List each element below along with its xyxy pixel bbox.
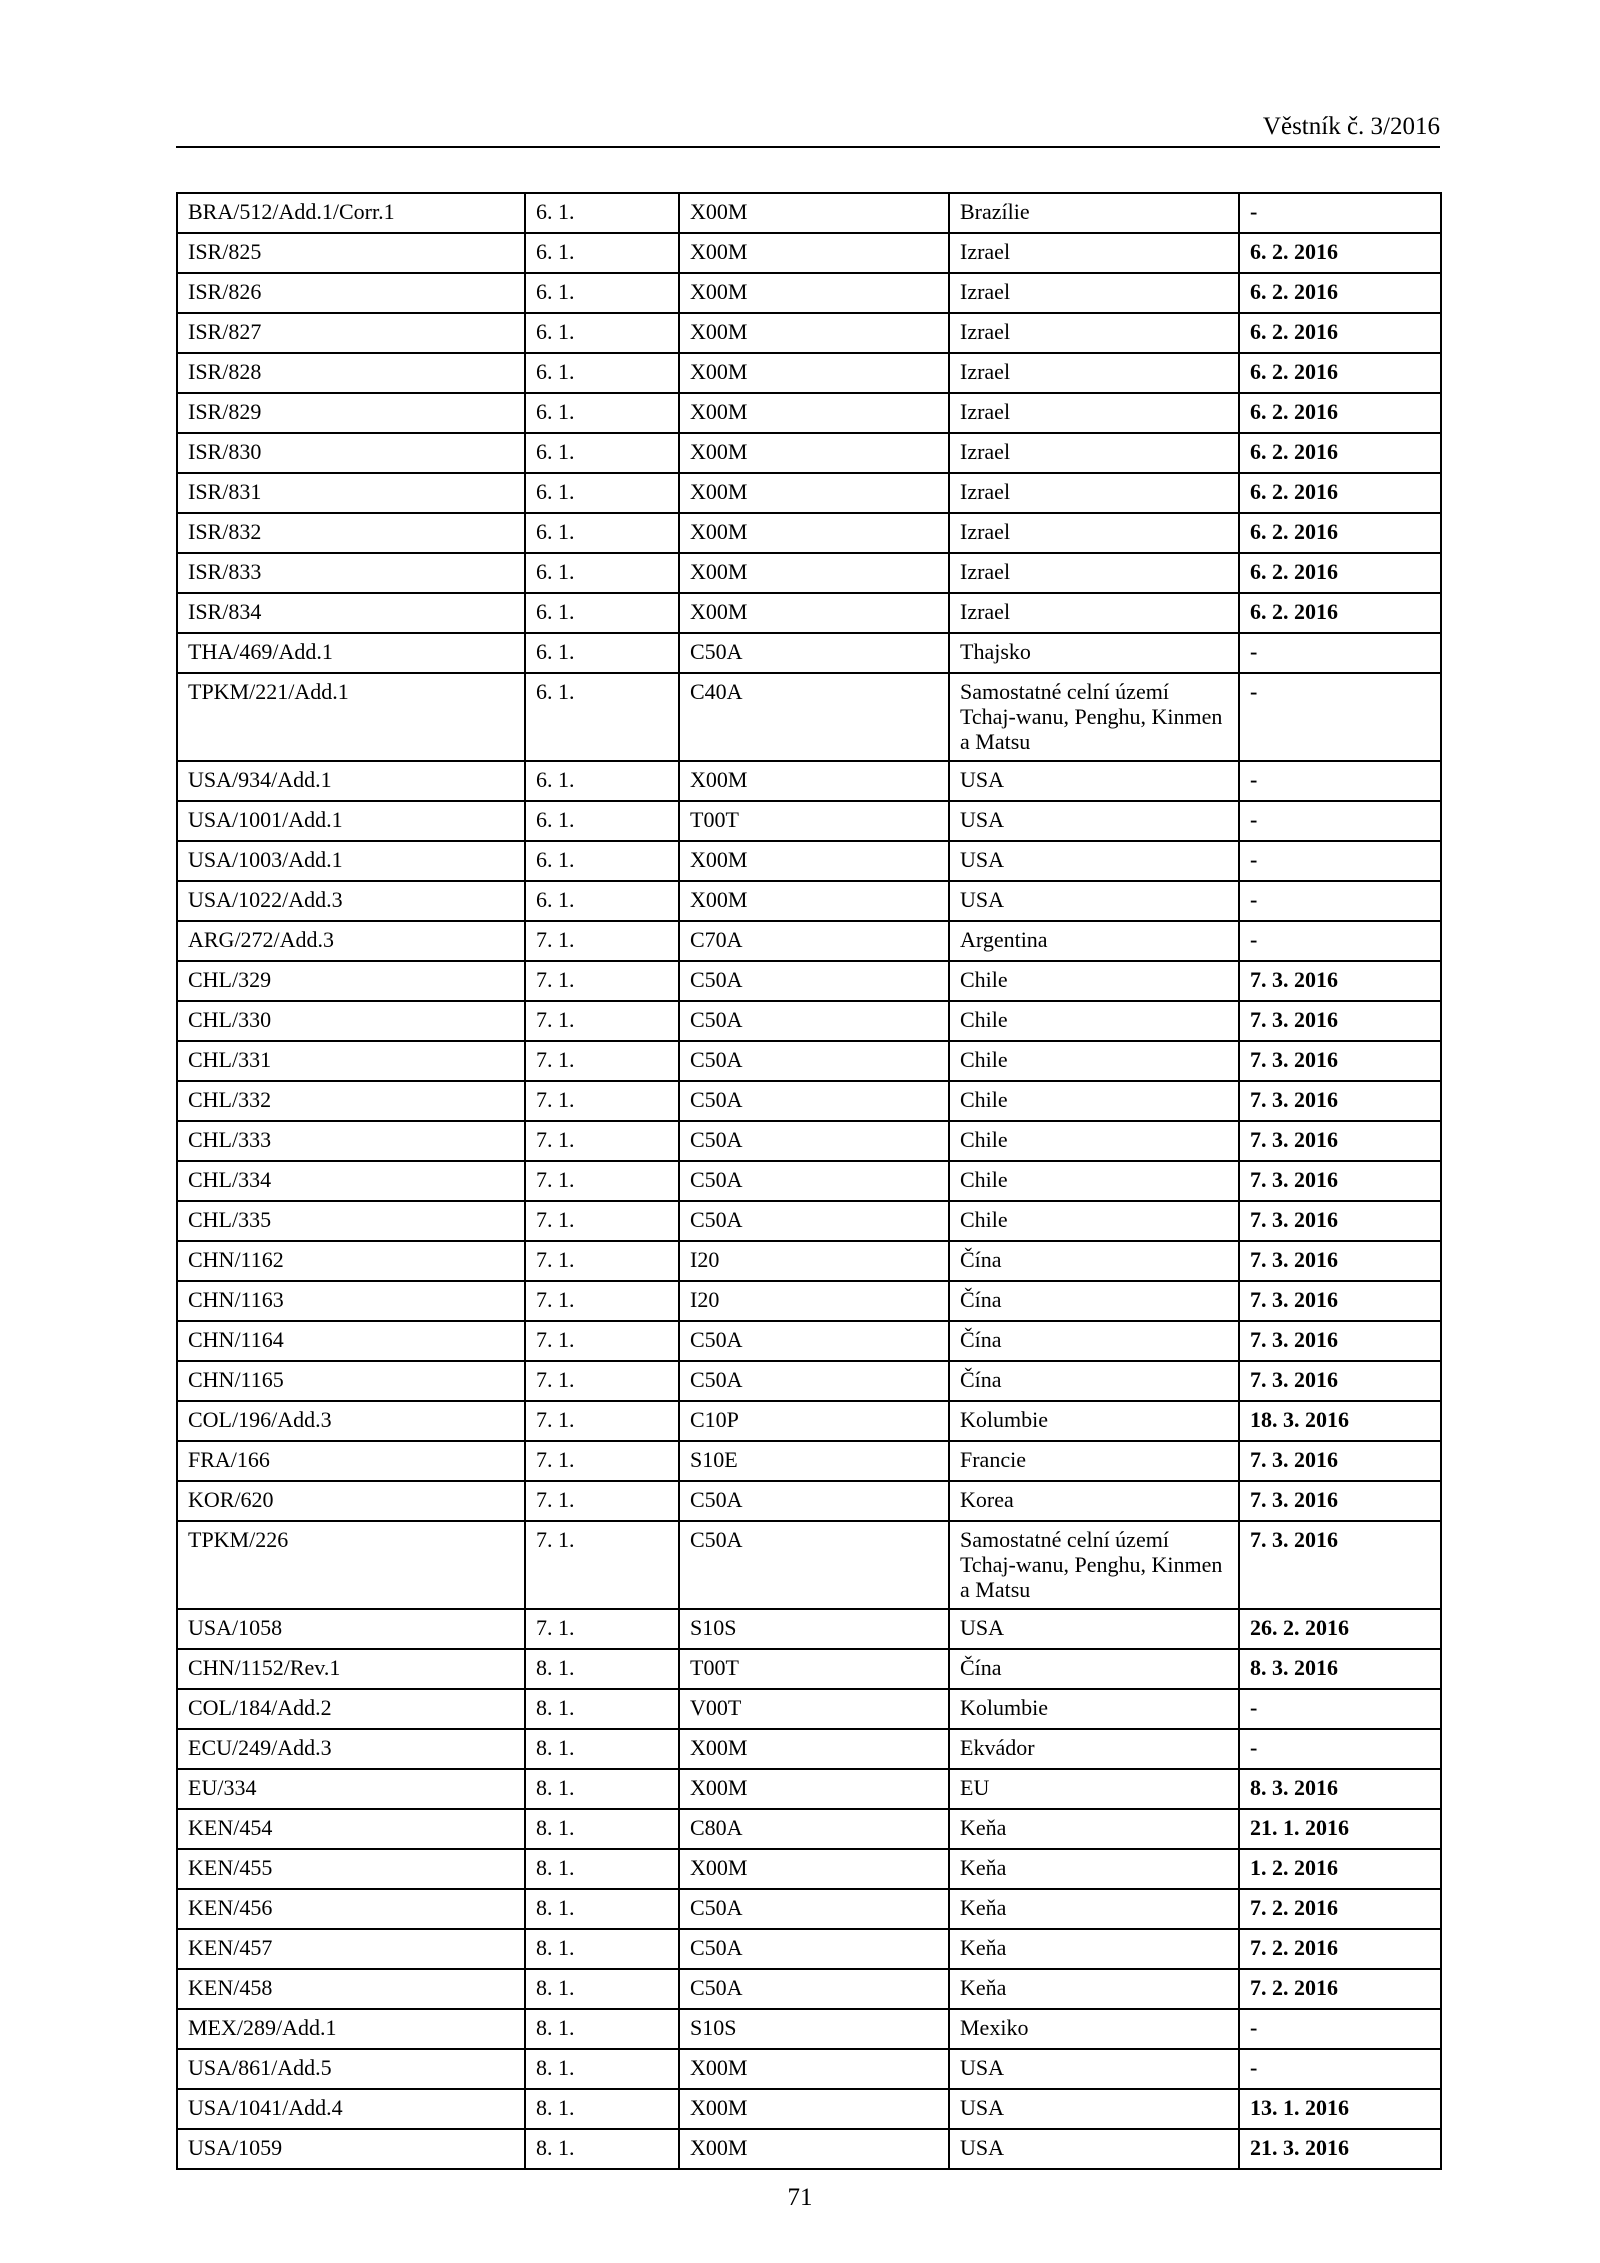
- col-code-cell: I20: [679, 1281, 949, 1321]
- col-code-cell: X00M: [679, 233, 949, 273]
- col-day-cell: 7. 1.: [525, 961, 679, 1001]
- table-row: [177, 801, 1441, 841]
- col-member-cell: Čína: [949, 1241, 1239, 1281]
- col-code-cell: I20: [679, 1241, 949, 1281]
- col-document-cell: CHL/335: [177, 1201, 525, 1241]
- col-document-cell: CHL/330: [177, 1001, 525, 1041]
- col-day-cell: 6. 1.: [525, 801, 679, 841]
- col-code-cell: X00M: [679, 193, 949, 233]
- col-document-cell: ISR/832: [177, 513, 525, 553]
- col-code-cell: X00M: [679, 393, 949, 433]
- col-day-cell: 8. 1.: [525, 1889, 679, 1929]
- table-row: [177, 1849, 1441, 1889]
- col-day-cell: 7. 1.: [525, 1161, 679, 1201]
- table-row: [177, 961, 1441, 1001]
- col-code-cell: X00M: [679, 353, 949, 393]
- table-row: [177, 2089, 1441, 2129]
- col-date-cell: 7. 3. 2016: [1239, 1521, 1441, 1609]
- col-member-cell: Izrael: [949, 313, 1239, 353]
- col-code-cell: X00M: [679, 2049, 949, 2089]
- table-row: [177, 593, 1441, 633]
- col-day-cell: 6. 1.: [525, 673, 679, 761]
- table-row: [177, 1609, 1441, 1649]
- col-day-cell: 6. 1.: [525, 433, 679, 473]
- col-code-cell: C50A: [679, 1521, 949, 1609]
- col-code-cell: C50A: [679, 1969, 949, 2009]
- col-member-cell: USA: [949, 801, 1239, 841]
- table-row: [177, 353, 1441, 393]
- col-day-cell: 6. 1.: [525, 513, 679, 553]
- col-member-cell: Izrael: [949, 233, 1239, 273]
- table-row: [177, 2049, 1441, 2089]
- col-day-cell: 6. 1.: [525, 473, 679, 513]
- col-date-cell: 1. 2. 2016: [1239, 1849, 1441, 1889]
- col-member-cell: Čína: [949, 1281, 1239, 1321]
- col-member-cell: Samostatné celní území Tchaj-wanu, Penghu, Kinmen a Matsu: [949, 1521, 1239, 1609]
- col-date-cell: 7. 2. 2016: [1239, 1889, 1441, 1929]
- table-row: [177, 193, 1441, 233]
- col-document-cell: ECU/249/Add.3: [177, 1729, 525, 1769]
- col-member-cell: Izrael: [949, 553, 1239, 593]
- table-row: [177, 1729, 1441, 1769]
- col-code-cell: C50A: [679, 1081, 949, 1121]
- col-date-cell: 6. 2. 2016: [1239, 473, 1441, 513]
- col-day-cell: 7. 1.: [525, 921, 679, 961]
- table-row: [177, 513, 1441, 553]
- col-date-cell: 7. 3. 2016: [1239, 1041, 1441, 1081]
- col-member-cell: Izrael: [949, 593, 1239, 633]
- col-date-cell: 7. 3. 2016: [1239, 1441, 1441, 1481]
- col-code-cell: C50A: [679, 1361, 949, 1401]
- col-day-cell: 7. 1.: [525, 1401, 679, 1441]
- table-row: [177, 673, 1441, 761]
- col-member-cell: Chile: [949, 961, 1239, 1001]
- col-member-cell: Keňa: [949, 1849, 1239, 1889]
- col-date-cell: -: [1239, 633, 1441, 673]
- col-member-cell: Francie: [949, 1441, 1239, 1481]
- table-row: [177, 1201, 1441, 1241]
- col-day-cell: 7. 1.: [525, 1361, 679, 1401]
- col-member-cell: Izrael: [949, 473, 1239, 513]
- col-document-cell: THA/469/Add.1: [177, 633, 525, 673]
- col-date-cell: 7. 3. 2016: [1239, 1121, 1441, 1161]
- col-date-cell: 7. 3. 2016: [1239, 1241, 1441, 1281]
- col-code-cell: C50A: [679, 1889, 949, 1929]
- col-code-cell: X00M: [679, 513, 949, 553]
- table-row: [177, 1809, 1441, 1849]
- col-document-cell: ISR/831: [177, 473, 525, 513]
- col-document-cell: ISR/826: [177, 273, 525, 313]
- table-row: [177, 2009, 1441, 2049]
- col-code-cell: S10S: [679, 1609, 949, 1649]
- col-document-cell: ISR/833: [177, 553, 525, 593]
- col-member-cell: Brazílie: [949, 193, 1239, 233]
- col-document-cell: CHL/331: [177, 1041, 525, 1081]
- table-row: [177, 633, 1441, 673]
- col-document-cell: EU/334: [177, 1769, 525, 1809]
- col-document-cell: COL/184/Add.2: [177, 1689, 525, 1729]
- col-member-cell: Izrael: [949, 273, 1239, 313]
- col-date-cell: -: [1239, 2009, 1441, 2049]
- col-date-cell: 26. 2. 2016: [1239, 1609, 1441, 1649]
- col-day-cell: 7. 1.: [525, 1001, 679, 1041]
- col-day-cell: 7. 1.: [525, 1609, 679, 1649]
- col-member-cell: USA: [949, 2089, 1239, 2129]
- col-member-cell: Chile: [949, 1041, 1239, 1081]
- col-date-cell: 6. 2. 2016: [1239, 553, 1441, 593]
- col-code-cell: X00M: [679, 1849, 949, 1889]
- col-day-cell: 8. 1.: [525, 1689, 679, 1729]
- col-code-cell: S10E: [679, 1441, 949, 1481]
- col-member-cell: Chile: [949, 1201, 1239, 1241]
- table-body: [177, 193, 1441, 2169]
- table-row: [177, 1441, 1441, 1481]
- table-row: [177, 1401, 1441, 1441]
- table-row: [177, 233, 1441, 273]
- col-document-cell: ISR/834: [177, 593, 525, 633]
- col-member-cell: Chile: [949, 1121, 1239, 1161]
- col-date-cell: -: [1239, 801, 1441, 841]
- col-member-cell: USA: [949, 841, 1239, 881]
- table-row: [177, 1041, 1441, 1081]
- col-date-cell: 7. 3. 2016: [1239, 1361, 1441, 1401]
- table-row: [177, 1649, 1441, 1689]
- col-code-cell: X00M: [679, 313, 949, 353]
- col-day-cell: 6. 1.: [525, 273, 679, 313]
- col-member-cell: Chile: [949, 1161, 1239, 1201]
- col-document-cell: CHN/1165: [177, 1361, 525, 1401]
- col-day-cell: 6. 1.: [525, 353, 679, 393]
- col-day-cell: 7. 1.: [525, 1521, 679, 1609]
- col-code-cell: C50A: [679, 633, 949, 673]
- col-member-cell: Thajsko: [949, 633, 1239, 673]
- table-row: [177, 1281, 1441, 1321]
- col-date-cell: 7. 3. 2016: [1239, 1201, 1441, 1241]
- table-row: [177, 881, 1441, 921]
- col-day-cell: 7. 1.: [525, 1441, 679, 1481]
- table-row: [177, 1081, 1441, 1121]
- col-document-cell: USA/1001/Add.1: [177, 801, 525, 841]
- col-document-cell: FRA/166: [177, 1441, 525, 1481]
- col-document-cell: KEN/457: [177, 1929, 525, 1969]
- col-code-cell: S10S: [679, 2009, 949, 2049]
- col-date-cell: 6. 2. 2016: [1239, 233, 1441, 273]
- col-member-cell: Čína: [949, 1361, 1239, 1401]
- col-document-cell: CHL/333: [177, 1121, 525, 1161]
- col-code-cell: C80A: [679, 1809, 949, 1849]
- col-date-cell: 7. 3. 2016: [1239, 1481, 1441, 1521]
- col-document-cell: BRA/512/Add.1/Corr.1: [177, 193, 525, 233]
- col-day-cell: 7. 1.: [525, 1201, 679, 1241]
- col-day-cell: 6. 1.: [525, 193, 679, 233]
- col-document-cell: USA/1041/Add.4: [177, 2089, 525, 2129]
- col-document-cell: CHN/1162: [177, 1241, 525, 1281]
- col-date-cell: 8. 3. 2016: [1239, 1649, 1441, 1689]
- col-document-cell: ISR/827: [177, 313, 525, 353]
- col-code-cell: V00T: [679, 1689, 949, 1729]
- table-row: [177, 761, 1441, 801]
- table-row: [177, 553, 1441, 593]
- col-code-cell: C50A: [679, 1201, 949, 1241]
- table-row: [177, 473, 1441, 513]
- col-day-cell: 6. 1.: [525, 633, 679, 673]
- col-code-cell: X00M: [679, 881, 949, 921]
- col-document-cell: ARG/272/Add.3: [177, 921, 525, 961]
- col-day-cell: 6. 1.: [525, 593, 679, 633]
- col-member-cell: USA: [949, 1609, 1239, 1649]
- col-code-cell: C50A: [679, 1001, 949, 1041]
- col-date-cell: -: [1239, 761, 1441, 801]
- col-code-cell: C50A: [679, 1481, 949, 1521]
- col-code-cell: C50A: [679, 1929, 949, 1969]
- col-date-cell: -: [1239, 1729, 1441, 1769]
- table-row: [177, 1321, 1441, 1361]
- table-row: [177, 1001, 1441, 1041]
- col-code-cell: C50A: [679, 961, 949, 1001]
- col-member-cell: Keňa: [949, 1809, 1239, 1849]
- col-document-cell: KOR/620: [177, 1481, 525, 1521]
- col-day-cell: 6. 1.: [525, 233, 679, 273]
- col-code-cell: X00M: [679, 553, 949, 593]
- col-member-cell: Samostatné celní území Tchaj-wanu, Penghu, Kinmen a Matsu: [949, 673, 1239, 761]
- col-code-cell: X00M: [679, 841, 949, 881]
- table-row: [177, 1121, 1441, 1161]
- page-number: 71: [787, 2184, 813, 2211]
- table-row: [177, 841, 1441, 881]
- col-code-cell: T00T: [679, 1649, 949, 1689]
- col-member-cell: Keňa: [949, 1929, 1239, 1969]
- col-day-cell: 7. 1.: [525, 1081, 679, 1121]
- col-day-cell: 8. 1.: [525, 1809, 679, 1849]
- col-code-cell: X00M: [679, 273, 949, 313]
- col-day-cell: 6. 1.: [525, 761, 679, 801]
- col-day-cell: 8. 1.: [525, 1969, 679, 2009]
- col-member-cell: Čína: [949, 1649, 1239, 1689]
- table-row: [177, 1481, 1441, 1521]
- col-date-cell: 7. 3. 2016: [1239, 1281, 1441, 1321]
- col-document-cell: ISR/825: [177, 233, 525, 273]
- col-day-cell: 8. 1.: [525, 1729, 679, 1769]
- col-document-cell: MEX/289/Add.1: [177, 2009, 525, 2049]
- col-date-cell: 21. 3. 2016: [1239, 2129, 1441, 2169]
- col-day-cell: 7. 1.: [525, 1041, 679, 1081]
- col-date-cell: 7. 2. 2016: [1239, 1929, 1441, 1969]
- table-row: [177, 1769, 1441, 1809]
- col-day-cell: 8. 1.: [525, 1649, 679, 1689]
- col-day-cell: 6. 1.: [525, 841, 679, 881]
- col-code-cell: T00T: [679, 801, 949, 841]
- col-date-cell: 7. 3. 2016: [1239, 1081, 1441, 1121]
- col-date-cell: 7. 3. 2016: [1239, 961, 1441, 1001]
- col-document-cell: USA/1003/Add.1: [177, 841, 525, 881]
- col-day-cell: 6. 1.: [525, 313, 679, 353]
- col-member-cell: Izrael: [949, 513, 1239, 553]
- col-date-cell: 6. 2. 2016: [1239, 353, 1441, 393]
- col-document-cell: CHL/334: [177, 1161, 525, 1201]
- col-date-cell: 6. 2. 2016: [1239, 513, 1441, 553]
- col-member-cell: USA: [949, 2049, 1239, 2089]
- col-member-cell: Mexiko: [949, 2009, 1239, 2049]
- col-member-cell: Izrael: [949, 433, 1239, 473]
- col-member-cell: Izrael: [949, 393, 1239, 433]
- col-date-cell: -: [1239, 2049, 1441, 2089]
- col-document-cell: KEN/456: [177, 1889, 525, 1929]
- col-document-cell: COL/196/Add.3: [177, 1401, 525, 1441]
- col-member-cell: Korea: [949, 1481, 1239, 1521]
- col-document-cell: KEN/455: [177, 1849, 525, 1889]
- col-code-cell: C50A: [679, 1161, 949, 1201]
- col-day-cell: 7. 1.: [525, 1481, 679, 1521]
- col-member-cell: USA: [949, 761, 1239, 801]
- col-date-cell: 7. 3. 2016: [1239, 1001, 1441, 1041]
- col-code-cell: X00M: [679, 1729, 949, 1769]
- notifications-table: [176, 192, 1442, 2170]
- col-day-cell: 7. 1.: [525, 1321, 679, 1361]
- col-day-cell: 7. 1.: [525, 1121, 679, 1161]
- col-document-cell: CHL/332: [177, 1081, 525, 1121]
- col-member-cell: Izrael: [949, 353, 1239, 393]
- col-date-cell: 6. 2. 2016: [1239, 273, 1441, 313]
- col-date-cell: -: [1239, 193, 1441, 233]
- col-document-cell: USA/861/Add.5: [177, 2049, 525, 2089]
- col-document-cell: ISR/830: [177, 433, 525, 473]
- col-code-cell: X00M: [679, 2129, 949, 2169]
- col-day-cell: 7. 1.: [525, 1241, 679, 1281]
- col-code-cell: C40A: [679, 673, 949, 761]
- col-date-cell: 6. 2. 2016: [1239, 313, 1441, 353]
- col-code-cell: X00M: [679, 433, 949, 473]
- col-code-cell: C50A: [679, 1041, 949, 1081]
- col-member-cell: USA: [949, 881, 1239, 921]
- col-code-cell: C50A: [679, 1321, 949, 1361]
- col-document-cell: USA/1022/Add.3: [177, 881, 525, 921]
- col-document-cell: ISR/828: [177, 353, 525, 393]
- col-date-cell: 7. 3. 2016: [1239, 1161, 1441, 1201]
- col-code-cell: X00M: [679, 2089, 949, 2129]
- table-row: [177, 273, 1441, 313]
- col-date-cell: -: [1239, 673, 1441, 761]
- col-date-cell: 6. 2. 2016: [1239, 593, 1441, 633]
- table-row: [177, 2129, 1441, 2169]
- table-row: [177, 313, 1441, 353]
- table-row: [177, 1929, 1441, 1969]
- col-date-cell: 7. 3. 2016: [1239, 1321, 1441, 1361]
- col-day-cell: 8. 1.: [525, 1929, 679, 1969]
- col-code-cell: C50A: [679, 1121, 949, 1161]
- table-row: [177, 921, 1441, 961]
- col-member-cell: Čína: [949, 1321, 1239, 1361]
- col-document-cell: USA/1059: [177, 2129, 525, 2169]
- col-day-cell: 7. 1.: [525, 1281, 679, 1321]
- table-row: [177, 1241, 1441, 1281]
- running-header: Věstník č. 3/2016: [1262, 113, 1440, 140]
- col-day-cell: 8. 1.: [525, 1769, 679, 1809]
- col-document-cell: TPKM/221/Add.1: [177, 673, 525, 761]
- table-row: [177, 1969, 1441, 2009]
- table-row: [177, 1361, 1441, 1401]
- col-day-cell: 8. 1.: [525, 2009, 679, 2049]
- col-member-cell: Ekvádor: [949, 1729, 1239, 1769]
- table-row: [177, 1689, 1441, 1729]
- col-day-cell: 8. 1.: [525, 2089, 679, 2129]
- col-date-cell: -: [1239, 921, 1441, 961]
- col-document-cell: KEN/454: [177, 1809, 525, 1849]
- col-code-cell: C10P: [679, 1401, 949, 1441]
- col-document-cell: CHN/1152/Rev.1: [177, 1649, 525, 1689]
- col-code-cell: X00M: [679, 1769, 949, 1809]
- col-day-cell: 8. 1.: [525, 1849, 679, 1889]
- table-row: [177, 1161, 1441, 1201]
- col-day-cell: 6. 1.: [525, 553, 679, 593]
- col-day-cell: 8. 1.: [525, 2049, 679, 2089]
- col-member-cell: Chile: [949, 1001, 1239, 1041]
- col-day-cell: 8. 1.: [525, 2129, 679, 2169]
- col-document-cell: CHN/1164: [177, 1321, 525, 1361]
- col-date-cell: -: [1239, 1689, 1441, 1729]
- col-date-cell: -: [1239, 841, 1441, 881]
- table-row: [177, 433, 1441, 473]
- col-date-cell: 6. 2. 2016: [1239, 433, 1441, 473]
- table-row: [177, 1889, 1441, 1929]
- col-day-cell: 6. 1.: [525, 393, 679, 433]
- col-code-cell: X00M: [679, 593, 949, 633]
- col-document-cell: CHL/329: [177, 961, 525, 1001]
- table-row: [177, 1521, 1441, 1609]
- col-member-cell: Chile: [949, 1081, 1239, 1121]
- col-member-cell: EU: [949, 1769, 1239, 1809]
- col-member-cell: USA: [949, 2129, 1239, 2169]
- table-row: [177, 393, 1441, 433]
- col-code-cell: C70A: [679, 921, 949, 961]
- col-code-cell: X00M: [679, 761, 949, 801]
- col-document-cell: TPKM/226: [177, 1521, 525, 1609]
- col-document-cell: KEN/458: [177, 1969, 525, 2009]
- col-member-cell: Keňa: [949, 1969, 1239, 2009]
- col-document-cell: CHN/1163: [177, 1281, 525, 1321]
- col-date-cell: -: [1239, 881, 1441, 921]
- col-date-cell: 21. 1. 2016: [1239, 1809, 1441, 1849]
- col-document-cell: USA/1058: [177, 1609, 525, 1649]
- col-member-cell: Argentina: [949, 921, 1239, 961]
- header-rule: [176, 146, 1440, 148]
- col-date-cell: 6. 2. 2016: [1239, 393, 1441, 433]
- col-date-cell: 18. 3. 2016: [1239, 1401, 1441, 1441]
- col-document-cell: ISR/829: [177, 393, 525, 433]
- col-member-cell: Kolumbie: [949, 1689, 1239, 1729]
- col-member-cell: Kolumbie: [949, 1401, 1239, 1441]
- col-date-cell: 8. 3. 2016: [1239, 1769, 1441, 1809]
- col-member-cell: Keňa: [949, 1889, 1239, 1929]
- col-date-cell: 7. 2. 2016: [1239, 1969, 1441, 2009]
- col-document-cell: USA/934/Add.1: [177, 761, 525, 801]
- col-date-cell: 13. 1. 2016: [1239, 2089, 1441, 2129]
- col-code-cell: X00M: [679, 473, 949, 513]
- col-day-cell: 6. 1.: [525, 881, 679, 921]
